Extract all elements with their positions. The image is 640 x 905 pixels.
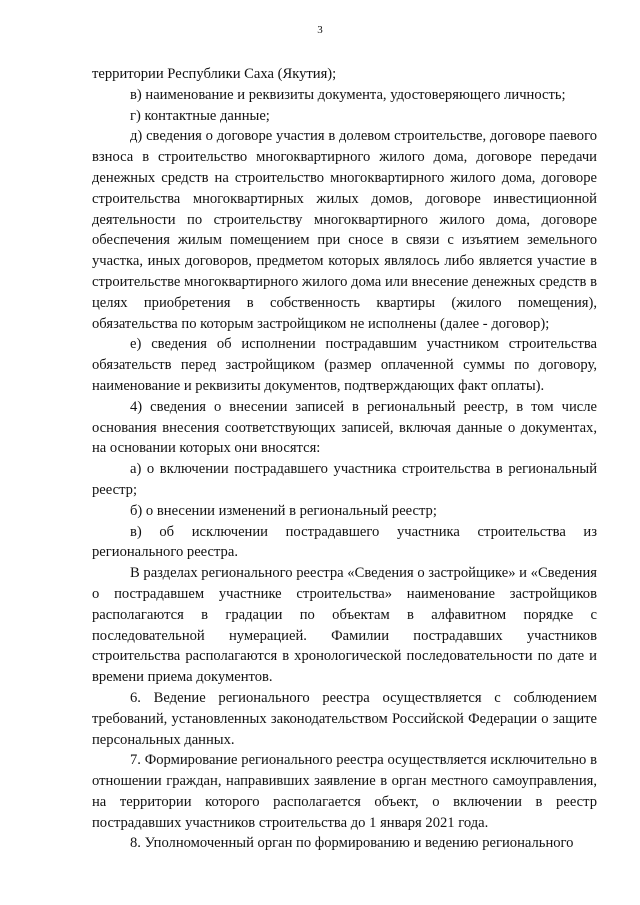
paragraph-item-b-changes: б) о внесении изменений в региональный реестр; <box>130 502 437 519</box>
paragraph-item-d-contract: д) сведения о договоре участия в долевом строительстве, договоре паевого взноса в строительство многоквартирного жилого дома, договоре передачи денежных средств на строительство многоквартирного жилого дома, договоре строительства многоквартирных жилых домов, договоре инвестиционной деятельности по строительству многоквартирного жилого дома, договоре обеспечения жилым помещением при сносе в связи с изъятием земельного участка, иных договоров, предметом которых являлось либо является участие в строительстве многоквартирного жилого дома или внесение денежных средств в целях приобретения в собственность квартиры (жилого помещения), обязательства по которым застройщиком не исполнены (далее - договор); <box>92 128 597 332</box>
paragraph-item-e-obligations: е) сведения об исполнении пострадавшим участником строительства обязательств перед застройщиком (размер оплаченной суммы по договору, наименование и реквизиты документов, подтверждающих факт оплаты). <box>92 336 597 394</box>
paragraph-8-authorized-body: 8. Уполномоченный орган по формированию и ведению регионального <box>130 835 574 852</box>
page-number: 3 <box>317 24 323 36</box>
paragraph-item-g-contacts: г) контактные данные; <box>130 107 270 124</box>
paragraph-item-v-id-document: в) наименование и реквизиты документа, удостоверяющего личность; <box>130 86 566 103</box>
paragraph-item-v-exclusion: в) об исключении пострадавшего участника строительства из регионального реестра. <box>92 523 597 561</box>
paragraph-4-records: 4) сведения о внесении записей в региональный реестр, в том числе основания внесения соответствующих записей, включая данные о документах, на основании которых они вносятся: <box>92 398 597 457</box>
paragraph-item-a-inclusion: а) о включении пострадавшего участника строительства в региональный реестр; <box>92 461 597 498</box>
paragraph-6-personal-data: 6. Ведение регионального реестра осуществляется с соблюдением требований, установленных законодательством Российской Федерации о защите персональных данных. <box>92 689 597 748</box>
document-body <box>92 64 597 854</box>
paragraph-continuation: территории Республики Саха (Якутия); <box>92 66 337 82</box>
paragraph-registry-sections: В разделах регионального реестра «Сведения о застройщике» и «Сведения о пострадавшем участнике строительства» наименование застройщиков располагаются в градации по объектам в алфавитном порядке с последовательной нумерацией. Фамилии пострадавших участников строительства располагаются в хронологической последовательности по дате и времени приема документов. <box>92 565 597 686</box>
paragraph-7-formation: 7. Формирование регионального реестра осуществляется исключительно в отношении граждан, направивших заявление в орган местного самоуправления, на территории которого располагается объект, о включении в реестр пострадавших участников строительства до 1 января 2021 года. <box>92 752 597 831</box>
